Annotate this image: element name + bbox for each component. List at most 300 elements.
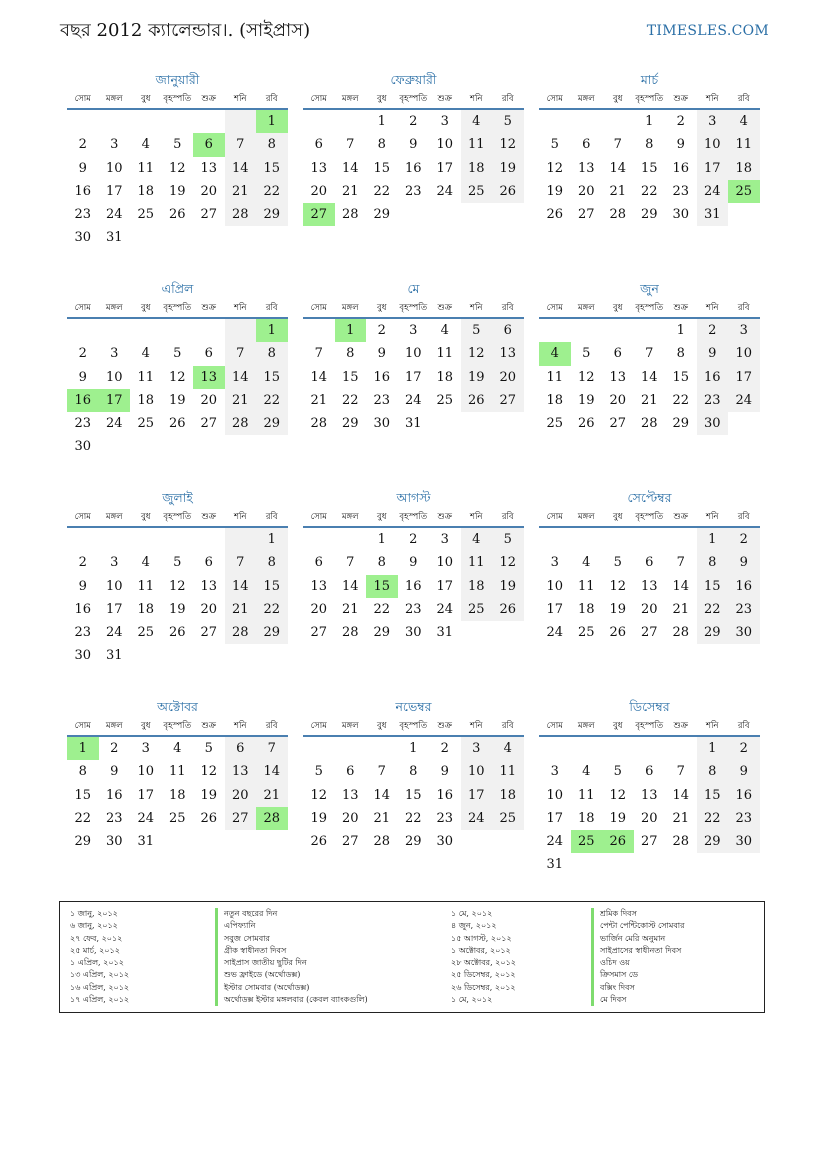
day-cell: 21 xyxy=(672,810,690,826)
day-cell: 27 xyxy=(225,807,257,830)
weekday-header xyxy=(303,508,524,528)
day-cell: 20 xyxy=(200,392,218,408)
day-cell: 27 xyxy=(640,625,658,641)
day-cell: 20 xyxy=(492,366,524,389)
empty-cell xyxy=(162,528,194,551)
days-grid xyxy=(539,110,760,226)
empty-cell xyxy=(539,737,571,760)
day-cell: 28 xyxy=(640,416,658,432)
month-block xyxy=(303,488,524,644)
day-cell: 14 xyxy=(310,369,328,385)
day-cell: 14 xyxy=(341,160,359,176)
day-cell: 2 xyxy=(728,528,760,551)
weekday-label: সোম xyxy=(310,94,327,104)
day-cell: 23 xyxy=(74,207,92,223)
day-cell: 30 xyxy=(74,648,92,664)
empty-cell xyxy=(99,110,131,133)
day-cell: 18 xyxy=(436,369,454,385)
day-cell: 14 xyxy=(341,578,359,594)
empty-cell xyxy=(539,110,571,133)
holiday-legend xyxy=(59,901,765,1013)
day-cell: 22 xyxy=(672,392,690,408)
legend-date: ২৫ মার্চ, ২০১২ xyxy=(70,945,120,955)
weekday-label: বুধ xyxy=(613,721,623,731)
empty-cell xyxy=(602,110,634,133)
day-cell: 4 xyxy=(728,110,760,133)
day-cell: 6 xyxy=(582,137,591,153)
days-grid xyxy=(67,319,288,459)
day-cell: 8 xyxy=(256,551,288,574)
legend-date: ১৬ এপ্রিল, ২০১২ xyxy=(70,982,130,992)
empty-cell xyxy=(99,319,131,342)
day-cell: 23 xyxy=(697,389,729,412)
day-cell: 9 xyxy=(409,137,418,153)
day-cell: 23 xyxy=(373,392,391,408)
day-cell: 18 xyxy=(137,183,155,199)
weekday-label: শনি xyxy=(705,512,719,522)
day-cell: 2 xyxy=(78,555,87,571)
month-block xyxy=(67,697,288,853)
legend-holiday-name: শুভ ফ্রাইডে (অর্থোডক্স) xyxy=(215,969,368,981)
day-cell: 7 xyxy=(676,764,685,780)
month-block xyxy=(539,70,760,226)
day-cell: 3 xyxy=(697,110,729,133)
weekday-label: বৃহস্পতি xyxy=(635,303,664,313)
weekday-label: বৃহস্পতি xyxy=(163,94,192,104)
day-cell: 8 xyxy=(409,764,418,780)
day-cell: 20 xyxy=(577,183,595,199)
days-grid xyxy=(539,737,760,877)
holiday-day-cell: 25 xyxy=(571,830,603,853)
day-cell: 20 xyxy=(640,601,658,617)
day-cell: 15 xyxy=(256,575,288,598)
days-grid xyxy=(303,110,524,226)
day-cell: 7 xyxy=(346,137,355,153)
weekday-label: সোম xyxy=(74,721,91,731)
day-cell: 25 xyxy=(461,598,493,621)
legend-holiday-name: গ্রীক স্বাধীনতা দিবস xyxy=(215,945,368,957)
weekday-label: শনি xyxy=(705,721,719,731)
day-cell: 21 xyxy=(672,601,690,617)
day-cell: 9 xyxy=(110,764,119,780)
day-cell: 26 xyxy=(200,810,218,826)
weekday-label: রবি xyxy=(265,721,278,731)
day-cell: 7 xyxy=(613,137,622,153)
weekday-label: শনি xyxy=(705,303,719,313)
day-cell: 8 xyxy=(377,137,386,153)
day-cell: 17 xyxy=(728,366,760,389)
empty-cell xyxy=(634,737,666,760)
legend-holiday-name: সাইপ্রাস জাতীয় ছুটির দিন xyxy=(215,957,368,969)
day-cell: 23 xyxy=(74,625,92,641)
empty-cell xyxy=(303,737,335,760)
day-cell: 22 xyxy=(74,810,92,826)
day-cell: 6 xyxy=(204,555,213,571)
day-cell: 14 xyxy=(672,787,690,803)
weekday-label: শুক্র xyxy=(673,512,688,522)
day-cell: 3 xyxy=(440,532,449,547)
day-cell: 8 xyxy=(676,346,685,362)
weekday-header xyxy=(539,508,760,528)
day-cell: 16 xyxy=(672,160,690,176)
empty-cell xyxy=(539,319,571,342)
empty-cell xyxy=(130,528,162,551)
day-cell: 22 xyxy=(373,183,391,199)
month-name: অক্টোবর xyxy=(157,699,198,714)
day-cell: 3 xyxy=(728,319,760,342)
weekday-header xyxy=(303,90,524,110)
day-cell: 5 xyxy=(582,346,591,362)
day-cell: 21 xyxy=(225,180,257,203)
empty-cell xyxy=(303,110,335,133)
day-cell: 31 xyxy=(436,625,454,641)
day-cell: 21 xyxy=(225,389,257,412)
day-cell: 31 xyxy=(546,857,564,873)
day-cell: 18 xyxy=(546,392,564,408)
day-cell: 8 xyxy=(645,137,654,153)
day-cell: 15 xyxy=(256,157,288,180)
empty-cell xyxy=(193,110,225,133)
day-cell: 7 xyxy=(225,342,257,365)
day-cell: 25 xyxy=(436,392,454,408)
weekday-label: সোম xyxy=(74,94,91,104)
holiday-day-cell: 6 xyxy=(193,133,225,156)
holiday-day-cell: 15 xyxy=(366,575,398,598)
day-cell: 6 xyxy=(204,346,213,362)
weekday-label: সোম xyxy=(546,721,563,731)
legend-dates-left xyxy=(70,908,129,1006)
day-cell: 21 xyxy=(640,392,658,408)
day-cell: 24 xyxy=(697,180,729,203)
day-cell: 4 xyxy=(141,346,150,362)
day-cell: 5 xyxy=(613,764,622,780)
day-cell: 3 xyxy=(110,346,119,362)
weekday-label: শুক্র xyxy=(437,721,452,731)
legend-date: ৪ জুন, ২০১২ xyxy=(451,921,497,931)
day-cell: 3 xyxy=(550,764,559,780)
day-cell: 22 xyxy=(256,598,288,621)
day-cell: 17 xyxy=(137,787,155,803)
day-cell: 30 xyxy=(105,834,123,850)
day-cell: 23 xyxy=(105,810,123,826)
weekday-label: শুক্র xyxy=(201,94,216,104)
legend-date: ১৭ এপ্রিল, ২০১২ xyxy=(70,995,130,1005)
day-cell: 27 xyxy=(640,834,658,850)
weekday-label: শনি xyxy=(233,94,247,104)
day-cell: 10 xyxy=(105,160,123,176)
month-name: নভেম্বর xyxy=(395,699,432,714)
day-cell: 22 xyxy=(256,180,288,203)
empty-cell xyxy=(335,110,367,133)
day-cell: 21 xyxy=(609,183,627,199)
day-cell: 18 xyxy=(461,575,493,598)
day-cell: 16 xyxy=(404,578,422,594)
day-cell: 29 xyxy=(74,834,92,850)
day-cell: 9 xyxy=(409,555,418,571)
day-cell: 26 xyxy=(492,598,524,621)
day-cell: 3 xyxy=(409,323,418,338)
day-cell: 12 xyxy=(492,133,524,156)
weekday-label: সোম xyxy=(546,94,563,104)
day-cell: 20 xyxy=(310,183,328,199)
day-cell: 19 xyxy=(461,366,493,389)
day-cell: 5 xyxy=(492,528,524,551)
empty-cell xyxy=(602,528,634,551)
holiday-day-cell: 25 xyxy=(728,180,760,203)
day-cell: 25 xyxy=(492,807,524,830)
month-name: জুন xyxy=(640,281,659,296)
weekday-header xyxy=(67,90,288,110)
empty-cell xyxy=(665,737,697,760)
day-cell: 14 xyxy=(640,369,658,385)
weekday-label: শনি xyxy=(469,512,483,522)
day-cell: 5 xyxy=(613,555,622,571)
empty-cell xyxy=(130,319,162,342)
day-cell: 12 xyxy=(609,787,627,803)
empty-cell xyxy=(99,528,131,551)
day-cell: 17 xyxy=(105,183,123,199)
day-cell: 11 xyxy=(546,369,564,385)
empty-cell xyxy=(602,737,634,760)
weekday-label: রবি xyxy=(501,721,514,731)
day-cell: 14 xyxy=(256,760,288,783)
day-cell: 30 xyxy=(728,830,760,853)
holiday-day-cell: 17 xyxy=(99,389,131,412)
legend-holiday-name: অর্থোডক্স ইস্টার মঙ্গলবার (কেবল ব্যাংকগুলি) xyxy=(215,994,368,1006)
day-cell: 19 xyxy=(492,575,524,598)
month-block xyxy=(67,488,288,668)
day-cell: 1 xyxy=(256,528,288,551)
legend-date: ১৫ আগস্ট, ২০১২ xyxy=(451,933,512,943)
weekday-label: রবি xyxy=(265,303,278,313)
day-cell: 30 xyxy=(728,621,760,644)
weekday-label: বুধ xyxy=(141,721,151,731)
weekday-header xyxy=(539,90,760,110)
day-cell: 11 xyxy=(461,133,493,156)
month-name: আগস্ট xyxy=(396,490,431,505)
day-cell: 16 xyxy=(74,183,92,199)
holiday-day-cell: 26 xyxy=(602,830,634,853)
weekday-label: রবি xyxy=(737,721,750,731)
weekday-label: মঙ্গল xyxy=(341,303,359,313)
weekday-header xyxy=(539,299,760,319)
weekday-label: শুক্র xyxy=(201,303,216,313)
day-cell: 3 xyxy=(141,741,150,756)
day-cell: 22 xyxy=(373,601,391,617)
day-cell: 11 xyxy=(436,346,454,362)
weekday-label: বৃহস্পতি xyxy=(399,94,428,104)
legend-holiday-name: ক্রিসমাস ডে xyxy=(591,969,685,981)
day-cell: 27 xyxy=(200,625,218,641)
day-cell: 8 xyxy=(697,760,729,783)
month-block xyxy=(67,70,288,250)
weekday-label: সোম xyxy=(74,512,91,522)
day-cell: 12 xyxy=(168,160,186,176)
day-cell: 25 xyxy=(461,180,493,203)
day-cell: 26 xyxy=(168,416,186,432)
day-cell: 6 xyxy=(492,319,524,342)
weekday-label: বুধ xyxy=(613,94,623,104)
weekday-label: শনি xyxy=(469,94,483,104)
day-cell: 21 xyxy=(225,598,257,621)
weekday-label: রবি xyxy=(501,94,514,104)
weekday-label: মঙ্গল xyxy=(341,721,359,731)
day-cell: 8 xyxy=(697,551,729,574)
weekday-label: রবি xyxy=(501,303,514,313)
day-cell: 17 xyxy=(105,601,123,617)
weekday-label: শুক্র xyxy=(437,94,452,104)
legend-holiday-name: পেন্টা পেন্টিকোস্ট সোমবার xyxy=(591,920,685,932)
month-name: জুলাই xyxy=(162,490,193,505)
weekday-label: শনি xyxy=(233,512,247,522)
legend-dates-right xyxy=(451,908,516,1006)
days-grid xyxy=(539,528,760,644)
empty-cell xyxy=(366,737,398,760)
day-cell: 26 xyxy=(609,625,627,641)
days-grid xyxy=(67,528,288,668)
legend-date: ১ মে, ২০১২ xyxy=(451,995,493,1005)
day-cell: 17 xyxy=(436,578,454,594)
day-cell: 6 xyxy=(314,137,323,153)
day-cell: 30 xyxy=(74,230,92,246)
holiday-day-cell: 28 xyxy=(256,807,288,830)
day-cell: 15 xyxy=(74,787,92,803)
month-name: এপ্রিল xyxy=(161,281,194,296)
weekday-label: মঙ্গল xyxy=(105,303,123,313)
month-name: মার্চ xyxy=(640,72,659,87)
weekday-label: বৃহস্পতি xyxy=(635,512,664,522)
day-cell: 15 xyxy=(256,366,288,389)
day-cell: 4 xyxy=(141,555,150,571)
day-cell: 29 xyxy=(373,207,391,223)
day-cell: 19 xyxy=(168,601,186,617)
day-cell: 4 xyxy=(492,737,524,760)
day-cell: 19 xyxy=(168,392,186,408)
empty-cell xyxy=(225,110,257,133)
day-cell: 24 xyxy=(105,625,123,641)
empty-cell xyxy=(130,110,162,133)
month-block xyxy=(539,697,760,877)
day-cell: 12 xyxy=(609,578,627,594)
day-cell: 26 xyxy=(461,389,493,412)
weekday-label: শুক্র xyxy=(673,94,688,104)
weekday-header xyxy=(67,508,288,528)
weekday-label: রবি xyxy=(265,94,278,104)
legend-holiday-name: এপিফ্যানি xyxy=(215,920,368,932)
weekday-label: সোম xyxy=(546,303,563,313)
day-cell: 23 xyxy=(74,416,92,432)
day-cell: 4 xyxy=(461,528,493,551)
day-cell: 7 xyxy=(377,764,386,780)
day-cell: 4 xyxy=(440,323,449,338)
day-cell: 11 xyxy=(577,578,595,594)
day-cell: 25 xyxy=(137,625,155,641)
weekday-label: বৃহস্পতি xyxy=(399,721,428,731)
month-name: ডিসেম্বর xyxy=(629,699,670,714)
day-cell: 1 xyxy=(377,532,386,547)
weekday-label: মঙ্গল xyxy=(577,94,595,104)
day-cell: 24 xyxy=(105,207,123,223)
day-cell: 16 xyxy=(74,601,92,617)
day-cell: 9 xyxy=(676,137,685,153)
weekday-label: বুধ xyxy=(613,512,623,522)
day-cell: 2 xyxy=(676,114,685,129)
day-cell: 31 xyxy=(105,230,123,246)
month-block xyxy=(539,488,760,644)
day-cell: 13 xyxy=(225,760,257,783)
empty-cell xyxy=(665,528,697,551)
day-cell: 30 xyxy=(74,439,92,455)
day-cell: 25 xyxy=(168,810,186,826)
day-cell: 28 xyxy=(609,207,627,223)
day-cell: 17 xyxy=(546,810,564,826)
day-cell: 3 xyxy=(110,137,119,153)
days-grid xyxy=(303,319,524,435)
day-cell: 20 xyxy=(200,601,218,617)
day-cell: 25 xyxy=(546,416,564,432)
day-cell: 5 xyxy=(173,137,182,153)
legend-date: ১ জানু, ২০১২ xyxy=(70,909,118,918)
weekday-label: বুধ xyxy=(613,303,623,313)
day-cell: 19 xyxy=(609,810,627,826)
day-cell: 18 xyxy=(137,392,155,408)
day-cell: 14 xyxy=(225,157,257,180)
day-cell: 5 xyxy=(173,555,182,571)
day-cell: 11 xyxy=(728,133,760,156)
empty-cell xyxy=(571,110,603,133)
day-cell: 29 xyxy=(640,207,658,223)
weekday-label: মঙ্গল xyxy=(105,512,123,522)
day-cell: 18 xyxy=(577,810,595,826)
day-cell: 14 xyxy=(225,575,257,598)
day-cell: 11 xyxy=(577,787,595,803)
legend-holiday-name: বক্সিং দিবস xyxy=(591,982,685,994)
day-cell: 29 xyxy=(256,203,288,226)
day-cell: 22 xyxy=(697,598,729,621)
weekday-label: বুধ xyxy=(377,303,387,313)
weekday-label: শুক্র xyxy=(673,721,688,731)
site-link[interactable]: TIMESLES.COM xyxy=(646,23,769,39)
day-cell: 29 xyxy=(697,830,729,853)
day-cell: 24 xyxy=(436,601,454,617)
day-cell: 29 xyxy=(341,416,359,432)
day-cell: 12 xyxy=(168,578,186,594)
day-cell: 21 xyxy=(256,784,288,807)
day-cell: 29 xyxy=(404,834,422,850)
day-cell: 11 xyxy=(137,369,155,385)
day-cell: 28 xyxy=(310,416,328,432)
day-cell: 2 xyxy=(377,323,386,338)
weekday-label: মঙ্গল xyxy=(577,512,595,522)
day-cell: 7 xyxy=(645,346,654,362)
day-cell: 4 xyxy=(141,137,150,153)
day-cell: 1 xyxy=(645,114,654,129)
day-cell: 11 xyxy=(461,551,493,574)
day-cell: 1 xyxy=(377,114,386,129)
month-block xyxy=(303,697,524,853)
empty-cell xyxy=(539,528,571,551)
day-cell: 30 xyxy=(672,207,690,223)
days-grid xyxy=(67,110,288,250)
weekday-label: শুক্র xyxy=(437,303,452,313)
day-cell: 7 xyxy=(314,346,323,362)
month-block xyxy=(539,279,760,435)
day-cell: 16 xyxy=(697,366,729,389)
empty-cell xyxy=(602,319,634,342)
day-cell: 18 xyxy=(492,784,524,807)
day-cell: 31 xyxy=(105,648,123,664)
weekday-label: রবি xyxy=(265,512,278,522)
